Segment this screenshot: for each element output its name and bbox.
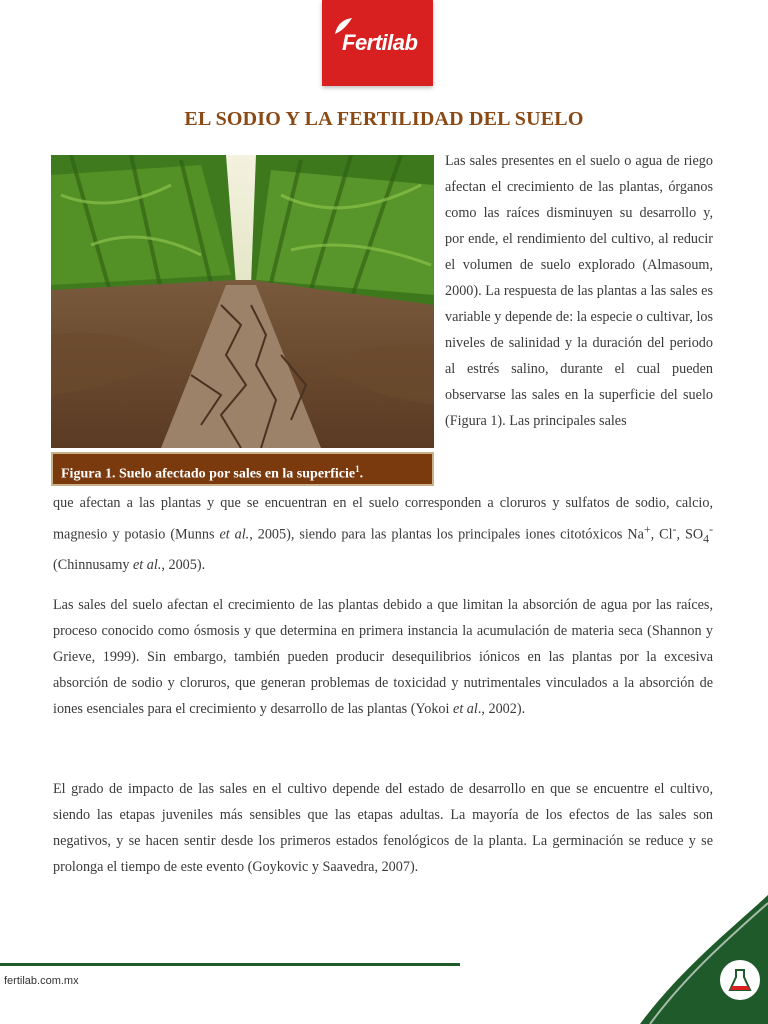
caption-period: . <box>359 466 364 482</box>
paragraph-3 <box>53 776 713 880</box>
corn-field-image <box>51 155 434 448</box>
footer-divider <box>0 963 460 966</box>
flask-icon <box>718 958 762 1002</box>
paragraph-1-side-text: Las sales presentes en el suelo o agua de riego afectan el crecimiento de las plantas, órganos como las raíces disminuyen su desarrollo y, por ende, el rendimiento del cultivo, al reducir el volumen de suelo explorado (Almasoum, 2000). La respuesta de las plantas a las sales es variable y depende de: la especie o cultivar, los niveles de salinidad y la duración del periodo al estrés salino, durante el cual pueden observarse las sales en la superficie del suelo (Figura 1). Las principales sales <box>445 153 713 429</box>
paragraph-1-tail: que afectan a las plantas y que se encuentran en el suelo corresponden a cloruros y sulfatos de sodio, calcio, magnesio y potasio (Munns et al., 2005), siendo para las plantas los principales iones citotóxicos Na+, Cl-, $SO_4^-$ (Chinnusamy et al., 2005). <box>53 495 714 573</box>
paragraph-1-side <box>445 148 713 434</box>
paragraph-2: Las sales del suelo afectan el crecimiento de las plantas debido a que limitan la absorción de agua por las raíces, proceso conocido como ósmosis y que determina en primera instancia la acumulación de materia seca (Shannon y Grieve, 1999). Sin embargo, también pueden producir desequilibrios iónicos en las plantas por la excesiva absorción de sodio y cloruros, que generan problemas de toxicidad y nutrimentales vinculados a la absorción de iones esenciales para el crecimiento y desarrollo de las plantas (Yokoi et al., 2002). <box>53 597 713 717</box>
footer-website[interactable]: fertilab.com.mx <box>4 975 79 987</box>
caption-text: Figura 1. Suelo afectado por sales en la superficie <box>61 466 356 482</box>
page-title: EL SODIO Y LA FERTILIDAD DEL SUELO <box>184 108 584 130</box>
paragraph-3-text: El grado de impacto de las sales en el cultivo depende del estado de desarrollo en que se encuentre el cultivo, siendo las etapas juveniles más sensibles que las etapas adultas. La mayoría de los efectos de las sales son negativos, y se hacen sentir desde los primeros estados fenológicos de la planta. La germinación se reduce y se prolonga el tiempo de este evento (Goykovic y Saavedra, 2007). <box>53 781 713 875</box>
figure-caption <box>51 452 434 486</box>
brand-logo <box>322 0 433 86</box>
brand-name: Fertilab <box>342 30 418 55</box>
caption-reference: 1 <box>355 464 360 474</box>
figure-photo <box>51 155 434 448</box>
